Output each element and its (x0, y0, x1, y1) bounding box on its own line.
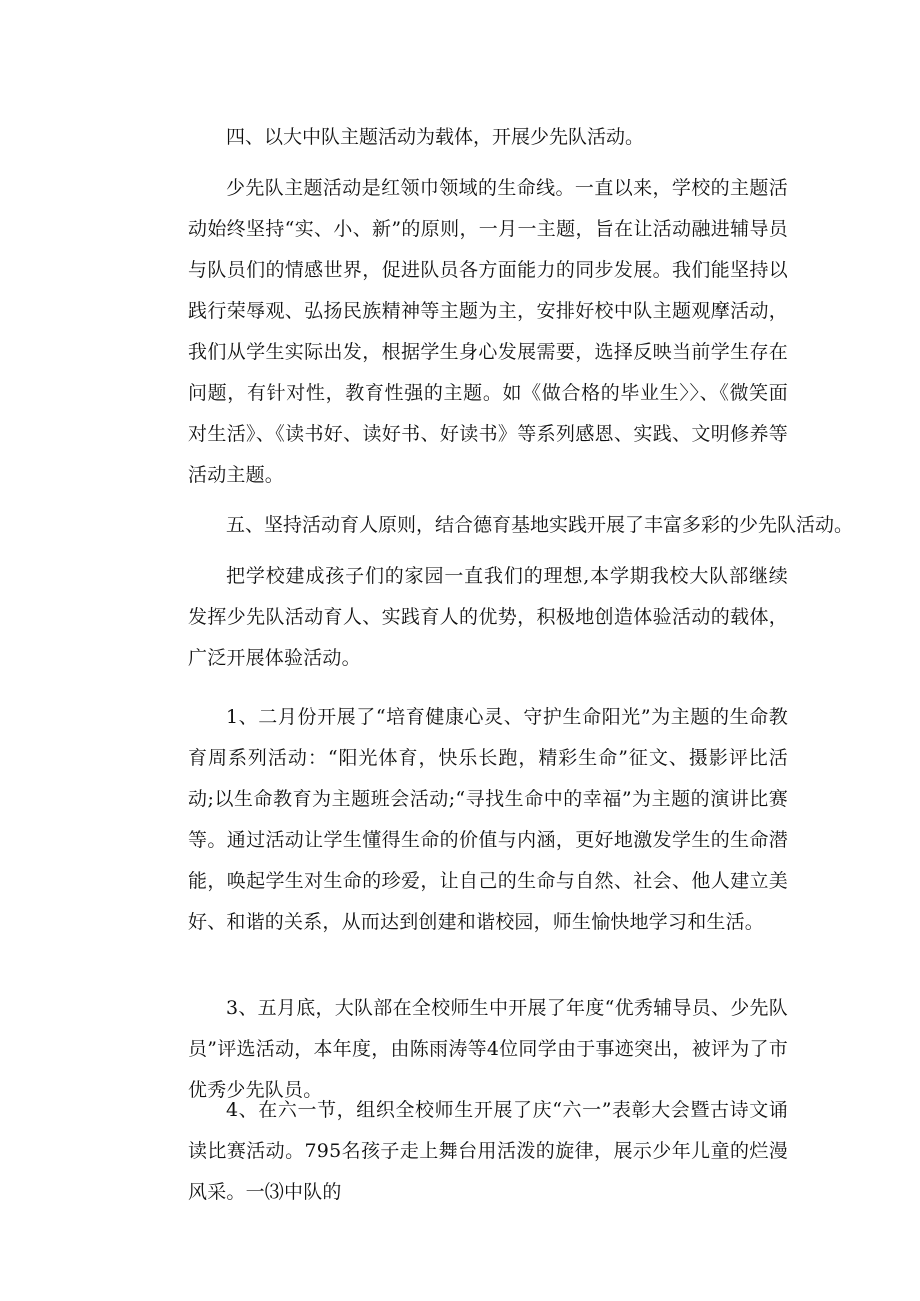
item-3-paragraph: 3、五月底，大队部在全校师生中开展了年度“优秀辅导员、少先队员”评选活动，本年度，由陈雨涛等4位同学由于事迹突出，被评为了市优秀少先队员。 (188, 997, 788, 1101)
item-4-paragraph: 4、在六一节，组织全校师生开展了庆“六一”表彰大会暨古诗文诵读比赛活动。795名孩子走上舞台用活泼的旋律，展示少年儿童的烂漫风采。一⑶中队的 (188, 1099, 788, 1203)
section-4-heading: 四、以大中队主题活动为载体，开展少先队活动。 (226, 126, 645, 148)
section-5-paragraph: 把学校建成孩子们的家园一直我们的理想,本学期我校大队部继续发挥少先队活动育人、实践育人的优势，积极地创造体验活动的载体，广泛开展体验活动。 (188, 565, 788, 669)
item-1-paragraph: 1、二月份开展了“培育健康心灵、守护生命阳光”为主题的生命教育周系列活动：“阳光体育，快乐长跑，精彩生命”征文、摄影评比活动;以生命教育为主题班会活动;“寻找生命中的幸福”为主题的演讲比赛等。通过活动让学生懂得生命的价值与内涵，更好地激发学生的生命潜能，唤起学生对生命的珍爱，让自己的生命与自然、社会、他人建立美好、和谐的关系，从而达到创建和谐校园，师生愉快地学习和生活。 (188, 706, 788, 933)
section-4-paragraph: 少先队主题活动是红领巾领域的生命线。一直以来，学校的主题活动始终坚持“实、小、新”的原则，一月一主题，旨在让活动融进辅导员与队员们的情感世界，促进队员各方面能力的同步发展。我们能坚持以践行荣辱观、弘扬民族精神等主题为主，安排好校中队主题观摩活动，我们从学生实际出发，根据学生身心发展需要，选择反映当前学生存在问题，有针对性，教育性强的主题。如《做合格的毕业生〉〉、《微笑面对生活》、《读书好、读好书、好读书》等系列感恩、实践、文明修养等活动主题。 (188, 177, 788, 486)
section-5-heading: 五、坚持活动育人原则，结合德育基地实践开展了丰富多彩的少先队活动。 (226, 514, 854, 536)
